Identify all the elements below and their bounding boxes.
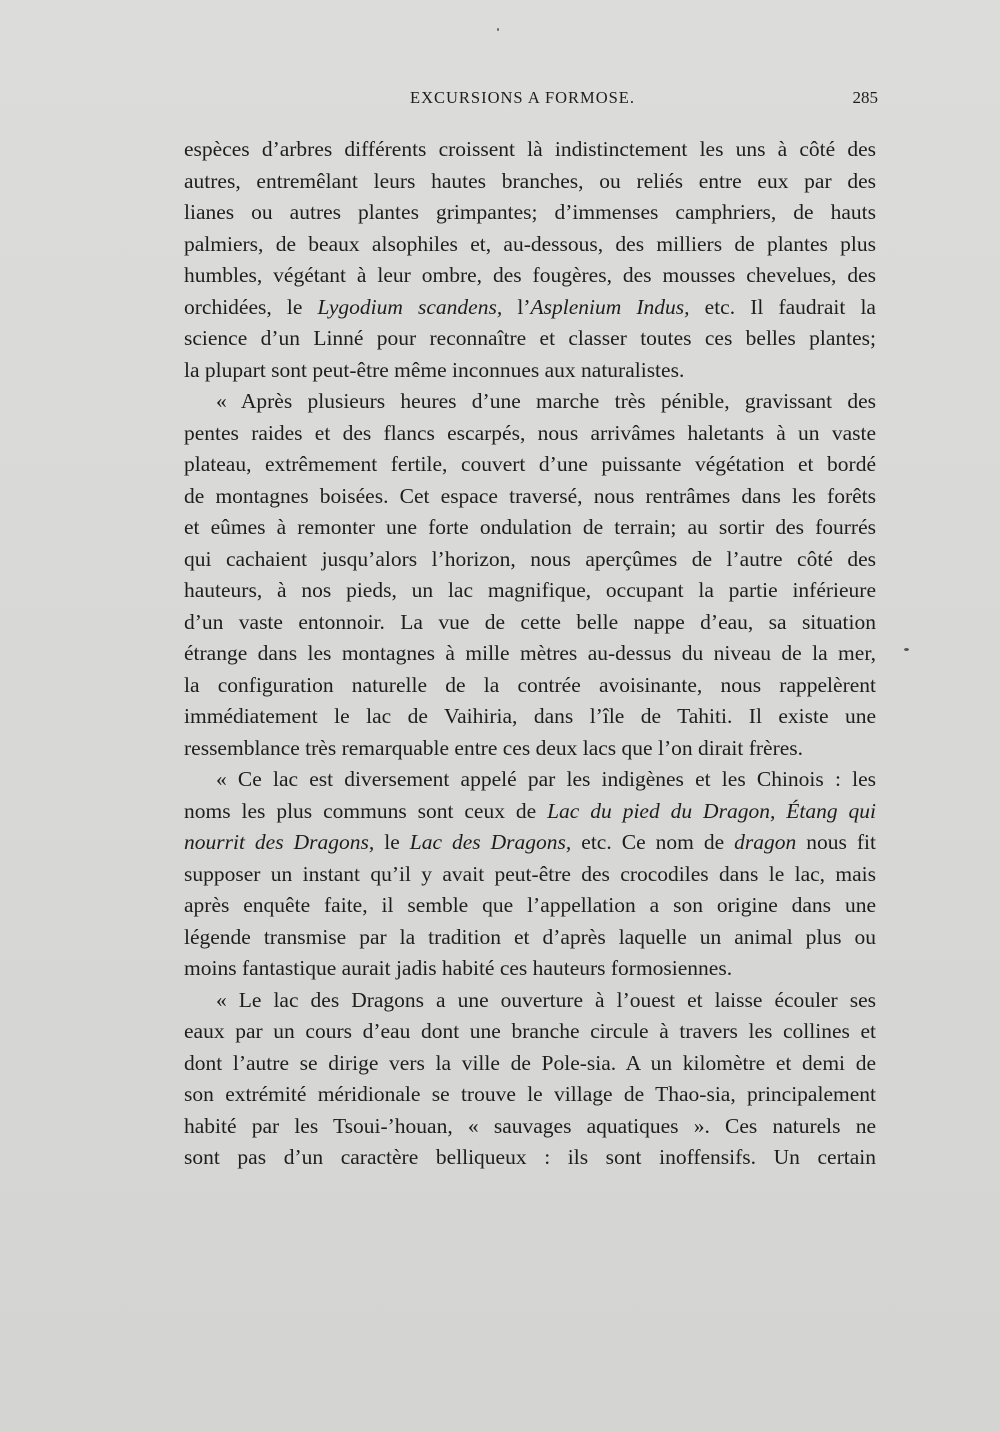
line-text: l’ — [502, 294, 531, 319]
italic-text: Lac des Dragons, — [409, 830, 572, 854]
line-text: « Après plusieurs heures d’une marche très pénible, gravissant des — [216, 389, 876, 413]
text-line — [184, 481, 876, 513]
italic-text: dragon — [734, 830, 797, 854]
line-text: palmiers, de beaux alsophiles et, au-dessous, des milliers de plantes plus — [184, 231, 876, 256]
text-line — [184, 764, 876, 796]
italic-text: Lac du pied du Dragon, Étang qui — [547, 798, 876, 823]
line-text: son extrémité méridionale se trouve le village de Thao-sia, principalement — [184, 1082, 876, 1106]
text-line — [184, 323, 876, 355]
text-line — [184, 859, 876, 891]
text-line — [184, 922, 876, 954]
text-line — [184, 512, 876, 544]
text-line — [184, 197, 876, 229]
running-head — [183, 88, 878, 116]
text-line — [184, 1079, 876, 1111]
text-line — [184, 953, 876, 985]
line-text: ressemblance très remarquable entre ces deux lacs que l’on dirait frères. — [184, 735, 804, 760]
line-text: la plupart sont peut-être même inconnues aux naturalistes. — [184, 357, 685, 382]
line-text: « Le lac des Dragons a une ouverture à l’ouest et laisse écouler ses — [216, 987, 876, 1012]
line-text: lianes ou autres plantes grimpantes; d’immenses camphriers, de hauts — [184, 200, 876, 224]
text-line — [184, 1111, 876, 1143]
line-text: etc. Il faudrait la — [689, 294, 876, 319]
line-text: humbles, végétant à leur ombre, des fougères, des mousses chevelues, des — [184, 263, 876, 287]
text-line — [184, 670, 876, 702]
page-speck — [497, 28, 499, 31]
body-text — [184, 134, 876, 1174]
text-line — [184, 575, 876, 607]
text-line — [184, 638, 876, 670]
text-line — [184, 890, 876, 922]
italic-text: nourrit des Dragons, — [184, 830, 375, 854]
line-text: « Ce lac est diversement appelé par les indigènes et les Chinois : les — [216, 767, 876, 791]
text-line — [184, 1016, 876, 1048]
text-line — [184, 229, 876, 261]
text-line — [184, 386, 876, 418]
line-text: moins fantastique aurait jadis habité ces hauteurs formosiennes. — [184, 956, 733, 980]
text-line — [184, 355, 876, 387]
line-text: habité par les Tsoui-’houan, « sauvages aquatiques ». Ces naturels ne — [184, 1113, 876, 1138]
text-line — [184, 607, 876, 639]
line-text: qui cachaient jusqu’alors l’horizon, nous aperçûmes de l’autre côté des — [184, 546, 876, 571]
line-text: le — [374, 830, 410, 854]
line-text: la configuration naturelle de la contrée avoisinante, nous rappelèrent — [184, 672, 876, 697]
line-text: d’un vaste entonnoir. La vue de cette belle nappe d’eau, sa situation — [184, 609, 876, 634]
text-line — [184, 796, 876, 828]
ink-speck — [904, 648, 909, 651]
text-line — [184, 827, 876, 859]
line-text: après enquête faite, il semble que l’appellation a son origine dans une — [184, 893, 876, 917]
italic-text: Asplenium Indus, — [530, 294, 690, 319]
line-text: nous fit — [796, 830, 876, 854]
line-text: etc. Ce nom de — [571, 830, 735, 854]
line-text: de montagnes boisées. Cet espace traversé, nous rentrâmes dans les forêts — [184, 483, 876, 508]
line-text: pentes raides et des flancs escarpés, nous arrivâmes haletants à un vaste — [184, 420, 876, 445]
text-line — [184, 1048, 876, 1080]
text-line — [184, 985, 876, 1017]
line-text: eaux par un cours d’eau dont une branche circule à travers les collines et — [184, 1019, 876, 1043]
text-line — [184, 449, 876, 481]
italic-text: Lygodium scandens, — [317, 294, 503, 319]
running-title: EXCURSIONS A FORMOSE. — [410, 88, 636, 107]
page-number: 285 — [852, 88, 878, 107]
line-text: orchidées, le — [184, 294, 318, 319]
line-text: espèces d’arbres différents croissent là indistinctement les uns à côté des — [184, 137, 876, 161]
line-text: autres, entremêlant leurs hautes branches, ou reliés entre eux par des — [184, 168, 876, 193]
line-text: supposer un instant qu’il y avait peut-être des crocodiles dans le lac, mais — [184, 861, 876, 886]
line-text: immédiatement le lac de Vaihiria, dans l’île de Tahiti. Il existe une — [184, 704, 876, 728]
line-text: noms les plus communs sont ceux de — [184, 798, 548, 823]
line-text: dont l’autre se dirige vers la ville de Pole-sia. A un kilomètre et demi de — [184, 1050, 876, 1075]
text-line — [184, 134, 876, 166]
text-line — [184, 166, 876, 198]
line-text: hauteurs, à nos pieds, un lac magnifique, occupant la partie inférieure — [184, 578, 876, 602]
line-text: et eûmes à remonter une forte ondulation de terrain; au sortir des fourrés — [184, 515, 876, 539]
line-text: sont pas d’un caractère belliqueux : ils sont inoffensifs. Un certain — [184, 1145, 876, 1169]
text-line — [184, 418, 876, 450]
text-line — [184, 733, 876, 765]
line-text: science d’un Linné pour reconnaître et classer toutes ces belles plantes; — [184, 326, 876, 350]
text-line — [184, 544, 876, 576]
line-text: plateau, extrêmement fertile, couvert d’une puissante végétation et bordé — [184, 452, 876, 476]
text-line — [184, 292, 876, 324]
text-line — [184, 701, 876, 733]
text-line — [184, 1142, 876, 1174]
line-text: légende transmise par la tradition et d’après laquelle un animal plus ou — [184, 924, 876, 949]
text-line — [184, 260, 876, 292]
line-text: étrange dans les montagnes à mille mètres au-dessus du niveau de la mer, — [184, 641, 876, 665]
